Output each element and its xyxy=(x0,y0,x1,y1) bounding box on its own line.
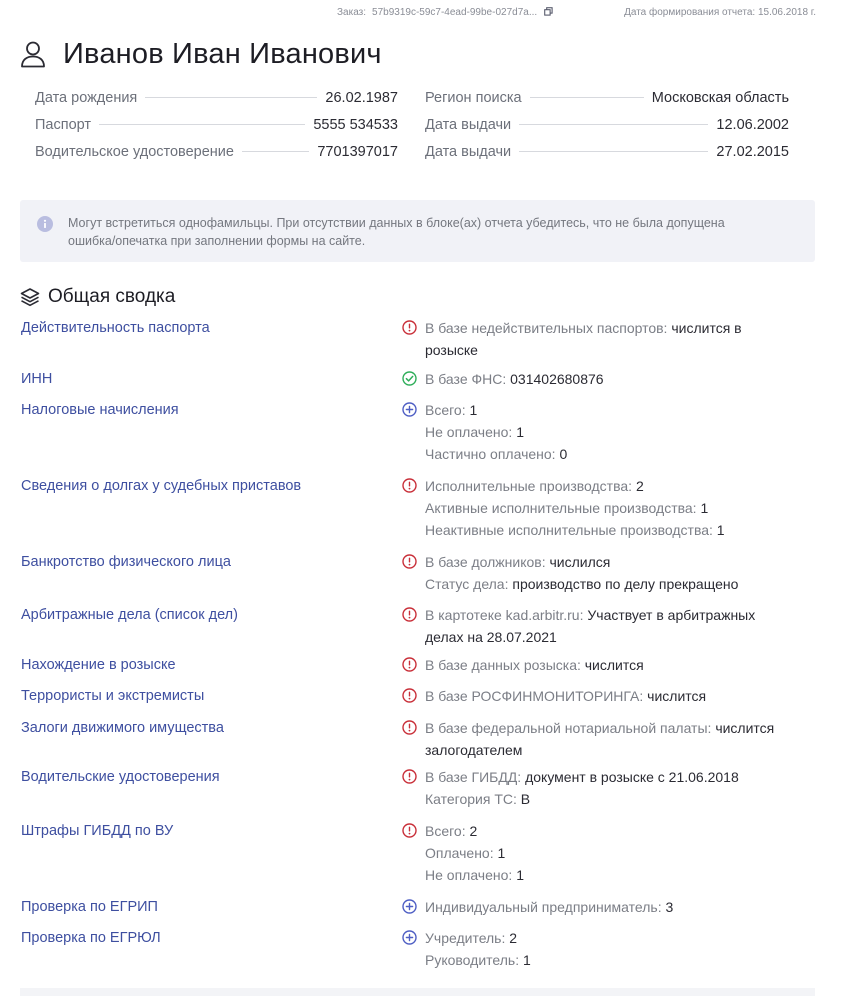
result-value: 1 xyxy=(700,500,709,516)
result-value: 0 xyxy=(559,446,568,462)
summary-result xyxy=(425,317,815,361)
summary-result xyxy=(425,717,815,761)
summary-result xyxy=(425,368,815,390)
field-value: 26.02.1987 xyxy=(325,90,398,106)
leader-line xyxy=(519,124,708,125)
person-name: Иванов Иван Иванович xyxy=(63,37,382,70)
result-line xyxy=(425,399,815,421)
result-value: числится xyxy=(647,688,707,704)
info-icon xyxy=(37,216,53,232)
result-line xyxy=(425,896,815,918)
field-label: Паспорт xyxy=(35,117,92,133)
result-label: Оплачено: xyxy=(425,845,498,861)
summary-result xyxy=(425,399,815,465)
result-value: производство по делу прекращено xyxy=(512,576,739,592)
field-value: 27.02.2015 xyxy=(716,144,789,160)
summary-result xyxy=(425,927,815,971)
result-value: 1 xyxy=(497,845,506,861)
report-meta-bar xyxy=(0,7,816,21)
copy-icon[interactable] xyxy=(544,7,553,16)
summary-result xyxy=(425,654,815,676)
result-label: Категория ТС: xyxy=(425,791,521,807)
summary-result xyxy=(425,766,815,810)
summary-result xyxy=(425,685,815,707)
user-icon xyxy=(20,40,46,68)
result-value: 3 xyxy=(665,899,674,915)
summary-result xyxy=(425,475,815,541)
field-search-region xyxy=(425,90,789,112)
summary-title: Общая сводка xyxy=(48,286,176,307)
field-label: Дата выдачи xyxy=(425,144,512,160)
leader-line xyxy=(519,151,708,152)
result-line xyxy=(425,685,815,707)
result-line xyxy=(425,626,815,648)
summary-link-inn[interactable]: ИНН xyxy=(21,371,53,387)
result-line xyxy=(425,654,815,676)
result-line xyxy=(425,766,815,788)
result-value: делах на 28.07.2021 xyxy=(425,629,557,645)
result-line xyxy=(425,842,815,864)
result-value: 2 xyxy=(635,478,644,494)
field-value: 12.06.2002 xyxy=(716,117,789,133)
field-label: Дата рождения xyxy=(35,90,138,106)
summary-result xyxy=(425,896,815,918)
result-line xyxy=(425,717,815,739)
result-line xyxy=(425,573,815,595)
result-value: 1 xyxy=(716,522,725,538)
order-info xyxy=(337,7,553,18)
summary-link-arbitration-cases[interactable]: Арбитражные дела (список дел) xyxy=(21,607,238,623)
field-value: Московская область xyxy=(651,90,789,106)
alert-circle-icon xyxy=(402,607,417,622)
alert-circle-icon xyxy=(402,657,417,672)
summary-link-driver-licenses[interactable]: Водительские удостоверения xyxy=(21,769,220,785)
result-label: В базе недействительных паспортов: xyxy=(425,320,672,336)
plus-circle-icon xyxy=(402,899,417,914)
summary-result xyxy=(425,820,815,886)
result-label: В базе должников: xyxy=(425,554,550,570)
result-label: В базе РОСФИНМОНИТОРИНГА: xyxy=(425,688,648,704)
field-passport xyxy=(35,117,398,139)
plus-circle-icon xyxy=(402,402,417,417)
result-label: Неактивные исполнительные производства: xyxy=(425,522,717,538)
result-value: числился xyxy=(549,554,611,570)
result-value: 1 xyxy=(516,424,524,440)
result-line xyxy=(425,949,815,971)
result-label: Руководитель: xyxy=(425,952,523,968)
result-value: 2 xyxy=(509,930,518,946)
result-label: Не оплачено: xyxy=(425,867,517,883)
result-label: В базе федеральной нотариальной палаты: xyxy=(425,720,716,736)
summary-link-egrul-check[interactable]: Проверка по ЕГРЮЛ xyxy=(21,930,161,946)
result-label: В картотеке kad.arbitr.ru: xyxy=(425,607,588,623)
result-line xyxy=(425,317,815,339)
result-label: Частично оплачено: xyxy=(425,446,560,462)
person-header xyxy=(20,36,382,72)
leader-line xyxy=(99,124,305,125)
result-line xyxy=(425,739,815,761)
result-label: В базе ФНС: xyxy=(425,371,511,387)
report-date: Дата формирования отчета: 15.06.2018 г. xyxy=(624,7,816,18)
order-label: Заказ: xyxy=(337,7,367,18)
summary-link-traffic-fines[interactable]: Штрафы ГИБДД по ВУ xyxy=(21,823,174,839)
result-value: Участвует в арбитражных xyxy=(587,607,756,623)
result-value: залогодателем xyxy=(425,742,523,758)
result-line xyxy=(425,368,815,390)
result-label: Учредитель: xyxy=(425,930,510,946)
alert-circle-icon xyxy=(402,769,417,784)
leader-line xyxy=(530,97,644,98)
result-value: розыске xyxy=(425,342,478,358)
notice-text-line: Могут встретиться однофамильцы. При отсутствии данных в блоке(ах) отчета убедитесь, что не была допущена xyxy=(68,216,725,230)
result-label: В базе данных розыска: xyxy=(425,657,585,673)
summary-link-passport-validity[interactable]: Действительность паспорта xyxy=(21,320,210,336)
summary-link-egrip-check[interactable]: Проверка по ЕГРИП xyxy=(21,899,158,915)
field-label: Водительское удостоверение xyxy=(35,144,234,160)
result-line xyxy=(425,339,815,361)
result-value: 031402680876 xyxy=(510,371,604,387)
result-value: числится xyxy=(584,657,644,673)
summary-link-bailiff-debts[interactable]: Сведения о долгах у судебных приставов xyxy=(21,478,302,494)
layers-icon xyxy=(20,287,40,307)
field-birth-date xyxy=(35,90,398,112)
alert-circle-icon xyxy=(402,720,417,735)
result-value: 1 xyxy=(469,402,478,418)
check-circle-icon xyxy=(402,371,417,386)
field-passport-issue-date xyxy=(425,117,789,139)
result-value: B xyxy=(520,791,531,807)
result-line xyxy=(425,927,815,949)
result-label: Статус дела: xyxy=(425,576,513,592)
notice-banner xyxy=(20,200,815,262)
result-line xyxy=(425,519,815,541)
bottom-divider xyxy=(20,988,815,996)
notice-text-line: ошибка/опечатка при заполнении формы на сайте. xyxy=(68,234,366,248)
summary-link-tax-charges[interactable]: Налоговые начисления xyxy=(21,402,179,418)
result-line xyxy=(425,497,815,519)
alert-circle-icon xyxy=(402,320,417,335)
result-line xyxy=(425,604,815,626)
result-label: Индивидуальный предприниматель: xyxy=(425,899,666,915)
field-license-issue-date xyxy=(425,144,789,166)
alert-circle-icon xyxy=(402,478,417,493)
field-value: 7701397017 xyxy=(317,144,398,160)
result-line xyxy=(425,475,815,497)
result-line xyxy=(425,551,815,573)
result-line xyxy=(425,788,815,810)
result-line xyxy=(425,864,815,886)
summary-header xyxy=(20,286,175,308)
result-label: В базе ГИБДД: xyxy=(425,769,526,785)
field-driver-license xyxy=(35,144,398,166)
result-value: 2 xyxy=(469,823,478,839)
alert-circle-icon xyxy=(402,688,417,703)
summary-link-movable-collateral[interactable]: Залоги движимого имущества xyxy=(21,720,224,736)
result-value: 1 xyxy=(522,952,531,968)
field-label: Регион поиска xyxy=(425,90,522,106)
result-line xyxy=(425,820,815,842)
order-id: 57b9319c-59c7-4ead-99be-027d7a... xyxy=(372,7,538,18)
result-value: числится в xyxy=(671,320,742,336)
result-label: Активные исполнительные производства: xyxy=(425,500,701,516)
summary-result xyxy=(425,551,815,595)
field-label: Дата выдачи xyxy=(425,117,512,133)
result-value: 1 xyxy=(516,867,524,883)
summary-link-wanted-search[interactable]: Нахождение в розыске xyxy=(21,657,176,673)
result-label: Не оплачено: xyxy=(425,424,517,440)
plus-circle-icon xyxy=(402,930,417,945)
leader-line xyxy=(242,151,309,152)
leader-line xyxy=(145,97,317,98)
summary-link-terrorists-extremists[interactable]: Террористы и экстремисты xyxy=(21,688,205,704)
result-line xyxy=(425,443,815,465)
result-value: документ в розыске с 21.06.2018 xyxy=(525,769,739,785)
alert-circle-icon xyxy=(402,554,417,569)
summary-result xyxy=(425,604,815,648)
summary-link-bankruptcy[interactable]: Банкротство физического лица xyxy=(21,554,231,570)
result-label: Всего: xyxy=(425,402,470,418)
result-label: Всего: xyxy=(425,823,470,839)
result-line xyxy=(425,421,815,443)
result-label: Исполнительные производства: xyxy=(425,478,636,494)
alert-circle-icon xyxy=(402,823,417,838)
field-value: 5555 534533 xyxy=(313,117,398,133)
result-value: числится xyxy=(715,720,775,736)
